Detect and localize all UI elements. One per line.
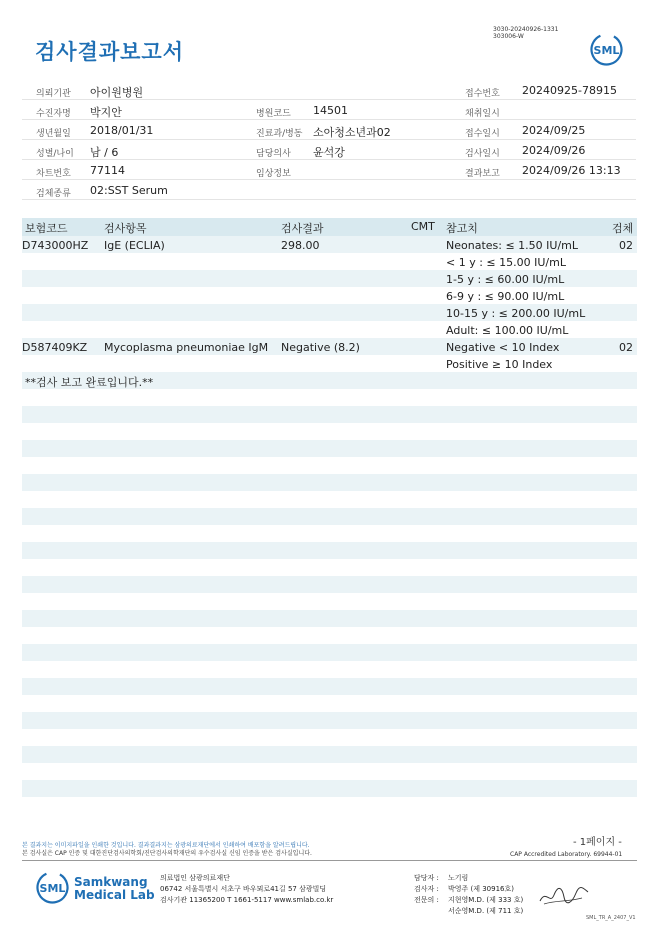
info-value: 2024/09/26 xyxy=(522,144,586,157)
row-stripe xyxy=(22,542,637,559)
staff-role: 전문의 : xyxy=(414,896,439,904)
row-stripe xyxy=(22,746,637,763)
info-row xyxy=(22,160,636,180)
signature-icon xyxy=(538,883,590,909)
sml-logo-text: SML xyxy=(593,44,620,57)
result-code: D743000HZ xyxy=(22,239,89,252)
info-value: 02:SST Serum xyxy=(90,184,168,197)
info-value: 77114 xyxy=(90,164,125,177)
info-label: 진료과/병동 xyxy=(256,129,303,139)
info-label: 검사일시 xyxy=(465,149,500,159)
row-stripe xyxy=(22,474,637,491)
col-specimen-header: 검체 xyxy=(612,222,634,235)
row-stripe xyxy=(22,610,637,627)
info-row xyxy=(22,120,636,140)
info-value: 2024/09/25 xyxy=(522,124,586,137)
info-label: 결과보고 xyxy=(465,169,500,179)
reference-range: Adult: ≤ 100.00 IU/mL xyxy=(446,324,569,337)
document-id: 3030-20240926-1331 303006-W xyxy=(493,26,559,40)
info-label: 접수일시 xyxy=(465,129,500,139)
result-value: Negative (8.2) xyxy=(281,341,360,354)
reference-range: < 1 y : ≤ 15.00 IU/mL xyxy=(446,256,566,269)
staff-role: 담당자 : xyxy=(414,874,439,882)
result-item: IgE (ECLIA) xyxy=(104,239,165,252)
col-ref-header: 참고치 xyxy=(446,222,478,235)
row-stripe xyxy=(22,644,637,661)
col-cmt-header: CMT xyxy=(411,220,435,233)
form-code: SML_TR_A_2407_V1 xyxy=(586,915,636,921)
result-value: 298.00 xyxy=(281,239,320,252)
page-number: - 1페이지 - xyxy=(573,837,622,848)
footer-divider xyxy=(22,860,637,861)
info-label: 검체종류 xyxy=(36,189,71,199)
row-stripe xyxy=(22,678,637,695)
results-header xyxy=(22,218,637,236)
cap-accreditation: CAP Accredited Laboratory. 69944-01 xyxy=(510,851,623,858)
info-label: 수진자명 xyxy=(36,109,71,119)
staff-row xyxy=(414,906,523,917)
staff-row xyxy=(414,884,523,895)
row-stripes xyxy=(22,236,637,814)
staff-name: 박영주 (제 30916호) xyxy=(448,885,514,893)
patient-info-table xyxy=(22,80,636,200)
info-label: 접수번호 xyxy=(465,89,500,99)
row-stripe xyxy=(22,780,637,797)
col-result-header: 검사결과 xyxy=(281,222,324,235)
reference-range: 10-15 y : ≤ 200.00 IU/mL xyxy=(446,307,586,320)
row-stripe xyxy=(22,712,637,729)
info-value: 14501 xyxy=(313,104,348,117)
staff-name: 서순영M.D. (제 711 호) xyxy=(448,907,524,915)
info-row xyxy=(22,140,636,160)
sml-footer-logo-icon xyxy=(36,871,69,904)
sml-logo-icon xyxy=(590,33,623,66)
report-title: 검사결과보고서 xyxy=(35,40,185,64)
lab-address: 의료법인 삼광의료재단 06742 서울특별시 서초구 바우뫼로41길 57 삼광빌딩 검사기관 11365200 T 1661-5117 www.smlab.co.kr xyxy=(160,874,334,904)
row-stripe xyxy=(22,440,637,457)
info-value: 소아청소년과02 xyxy=(313,126,391,139)
row-stripe xyxy=(22,406,637,423)
info-label: 채취일시 xyxy=(465,109,500,119)
specimen-code: 02 xyxy=(619,239,633,252)
info-row xyxy=(22,80,636,100)
result-item: Mycoplasma pneumoniae IgM xyxy=(104,341,269,354)
staff-row xyxy=(414,895,523,906)
info-value: 아이원병원 xyxy=(90,86,144,99)
row-stripe xyxy=(22,576,637,593)
staff-list xyxy=(414,873,523,917)
info-label: 의뢰기관 xyxy=(36,89,71,99)
info-value: 남 / 6 xyxy=(90,146,119,159)
staff-name: 지현영M.D. (제 333 호) xyxy=(448,896,524,904)
info-label: 차트번호 xyxy=(36,169,71,179)
reference-range: 6-9 y : ≤ 90.00 IU/mL xyxy=(446,290,565,303)
reference-range: Negative < 10 Index xyxy=(446,341,560,354)
info-label: 생년월일 xyxy=(36,129,71,139)
info-label: 병원코드 xyxy=(256,109,291,119)
col-code-header: 보험코드 xyxy=(25,222,68,235)
info-row xyxy=(22,100,636,120)
results-table xyxy=(22,218,637,236)
info-value: 박지안 xyxy=(90,106,122,119)
info-value: 20240925-78915 xyxy=(522,84,617,97)
footer-notes: 본 결과지는 이미지파일을 인쇄한 것입니다. 결과결과지는 삼광의료재단에서 인쇄하여 배포함을 알려드립니다. 본 검사실은 CAP 인증 및 대한진단검사의학회/진단검사의학재단의 우수검사실 신임 인증을 받은 검사실입니다. xyxy=(22,842,312,857)
reference-range: Positive ≥ 10 Index xyxy=(446,358,553,371)
sml-footer-logo-text: SML xyxy=(39,882,66,895)
info-value: 2018/01/31 xyxy=(90,124,154,137)
staff-name: 노기림 xyxy=(448,874,469,882)
info-label: 임상정보 xyxy=(256,169,291,179)
info-label: 성별/나이 xyxy=(36,149,74,159)
info-value: 윤석강 xyxy=(313,146,345,159)
info-row xyxy=(22,180,636,200)
completion-note: **검사 보고 완료입니다.** xyxy=(25,376,154,389)
info-label: 담당의사 xyxy=(256,149,291,159)
staff-row xyxy=(414,873,523,884)
reference-range: 1-5 y : ≤ 60.00 IU/mL xyxy=(446,273,565,286)
result-code: D587409KZ xyxy=(22,341,88,354)
col-item-header: 검사항목 xyxy=(104,222,147,235)
reference-range: Neonates: ≤ 1.50 IU/mL xyxy=(446,239,578,252)
brand-name: Samkwang Medical Lab xyxy=(74,875,155,902)
row-stripe xyxy=(22,508,637,525)
specimen-code: 02 xyxy=(619,341,633,354)
staff-role: 검사자 : xyxy=(414,885,439,893)
info-value: 2024/09/26 13:13 xyxy=(522,164,621,177)
